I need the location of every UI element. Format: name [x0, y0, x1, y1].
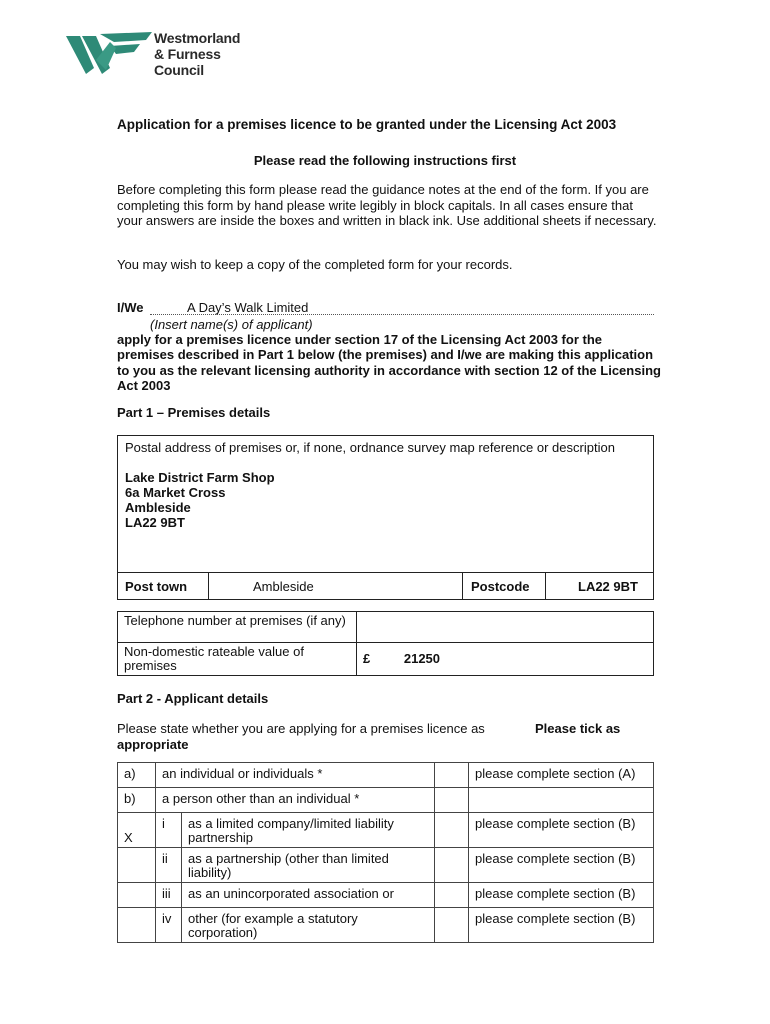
row-a-tickbox[interactable] [435, 763, 469, 788]
row-iii-action: please complete section (B) [469, 883, 654, 908]
row-iv-action: please complete section (B) [469, 908, 654, 943]
row-ii-action: please complete section (B) [469, 848, 654, 883]
post-town-row [118, 572, 653, 600]
rateable-value-field[interactable] [357, 643, 654, 676]
row-i-action: please complete section (B) [469, 813, 654, 848]
address-field[interactable]: Lake District Farm Shop 6a Market Cross Ambleside LA22 9BT [125, 470, 275, 530]
applicant-type-question-cont: appropriate [117, 737, 189, 752]
row-i-num: i [156, 813, 182, 848]
telephone-field[interactable] [357, 612, 654, 643]
row-iv-tickbox[interactable] [435, 908, 469, 943]
applicant-name-field[interactable]: A Day’s Walk Limited [187, 300, 309, 315]
rateable-value: 21250 [403, 651, 441, 666]
applicant-label: I/We [117, 300, 144, 315]
copy-note: You may wish to keep a copy of the completed form for your records. [117, 257, 513, 272]
council-logo-icon [66, 30, 152, 76]
row-ii-text: as a partnership (other than limited liability) [182, 848, 435, 883]
row-i-tickbox[interactable] [435, 813, 469, 848]
telephone-label: Telephone number at premises (if any) [118, 612, 357, 643]
row-b-tickbox[interactable] [435, 788, 469, 813]
applicant-hint: (Insert name(s) of applicant) [150, 317, 313, 332]
rateable-label: Non-domestic rateable value of premises [118, 643, 357, 676]
row-b-letter: b) [118, 788, 156, 813]
instructions-heading: Please read the following instructions first [253, 153, 517, 168]
instructions-paragraph: Before completing this form please read the guidance notes at the end of the form. If you are completing this form by hand please write legibly in block capitals. In all cases ensure that your answers are inside the boxes and written in black ink. Use additional sheets if necessary. [117, 182, 657, 228]
postcode-field[interactable]: LA22 9BT [578, 579, 638, 594]
tick-instruction: Please tick as [535, 721, 621, 736]
row-a-text: an individual or individuals * [156, 763, 435, 788]
post-town-label: Post town [125, 579, 188, 594]
premises-address-box [117, 435, 654, 600]
apply-statement: apply for a premises licence under section 17 of the Licensing Act 2003 for the premises described in Part 1 below (the premises) and I/we are making this application to you as the relevant licensing authority in accordance with section 12 of the Licensing Act 2003 [117, 332, 661, 393]
post-town-field[interactable]: Ambleside [253, 579, 314, 594]
part2-heading: Part 2 - Applicant details [117, 691, 269, 706]
currency-symbol: £ [363, 651, 371, 666]
row-iv-text: other (for example a statutory corporation) [182, 908, 435, 943]
form-title: Application for a premises licence to be granted under the Licensing Act 2003 [117, 117, 617, 132]
row-ii-num: ii [156, 848, 182, 883]
row-a-action: please complete section (A) [469, 763, 654, 788]
row-iii-num: iii [156, 883, 182, 908]
applicant-type-question: Please state whether you are applying for a premises licence as [117, 721, 485, 736]
row-a-letter: a) [118, 763, 156, 788]
part1-heading: Part 1 – Premises details [117, 405, 271, 420]
row-iii-tickbox[interactable] [435, 883, 469, 908]
row-iv-num: iv [156, 908, 182, 943]
council-name: Westmorland & Furness Council [154, 30, 241, 78]
postcode-label: Postcode [471, 579, 530, 594]
row-b-text: a person other than an individual * [156, 788, 435, 813]
row-ii-tickbox[interactable] [435, 848, 469, 883]
row-i-text: as a limited company/limited liability partnership [182, 813, 435, 848]
applicant-type-table [117, 762, 654, 943]
row-i-mark[interactable]: X [118, 813, 156, 848]
row-iii-text: as an unincorporated association or [182, 883, 435, 908]
address-label: Postal address of premises or, if none, ordnance survey map reference or description [125, 440, 615, 455]
premises-contact-table [117, 611, 654, 676]
